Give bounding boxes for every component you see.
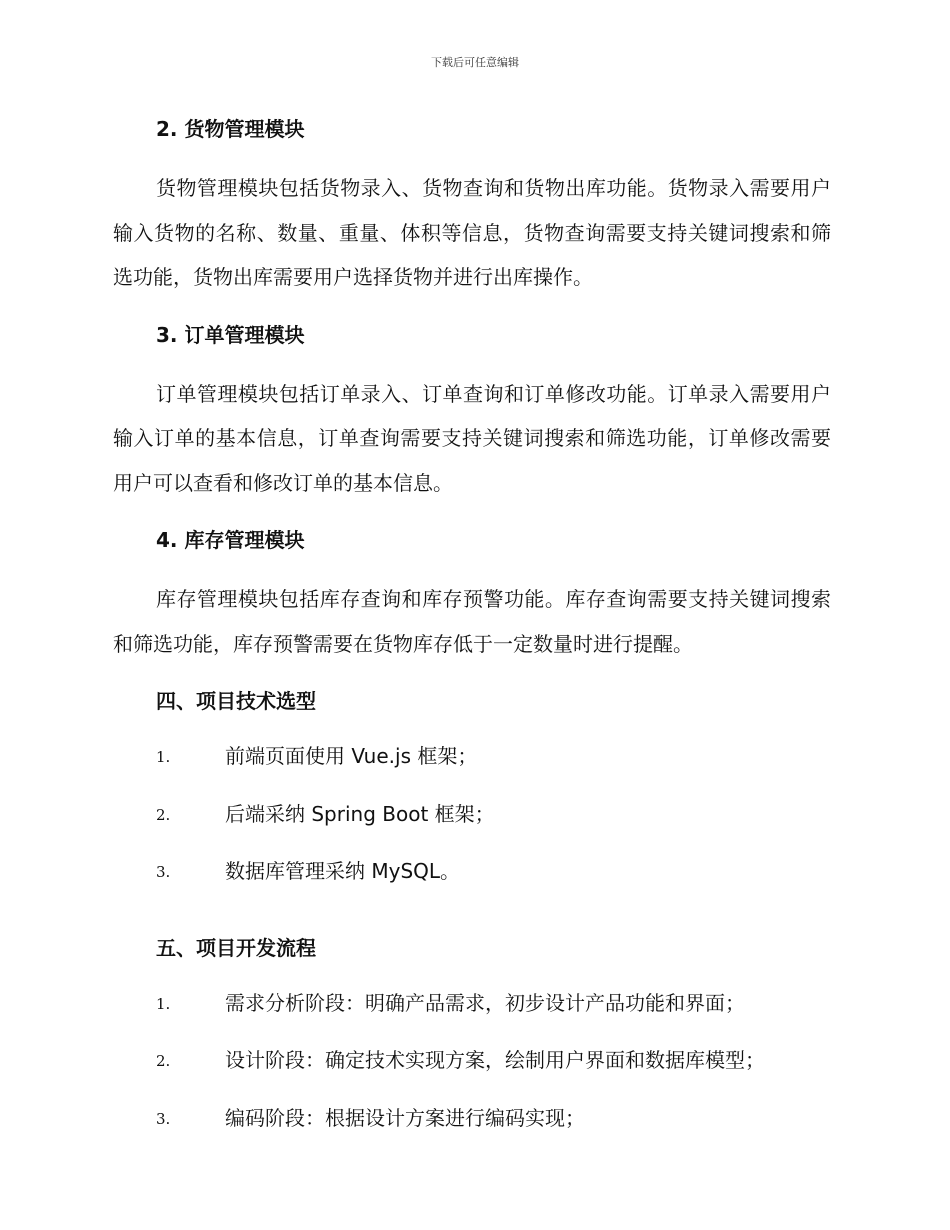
page-header-note: 下载后可任意编辑: [431, 56, 519, 69]
list-number: 3.: [156, 863, 171, 881]
section-heading-orders: 3. 订单管理模块: [156, 322, 305, 347]
list-text: 前端页面使用 Vue.js 框架；: [225, 744, 478, 768]
list-item: [113, 1042, 831, 1100]
list-text: 后端采纳 Spring Boot 框架；: [225, 801, 495, 826]
section-heading-process: 五、项目开发流程: [156, 935, 316, 960]
section-heading-goods: 2. 货物管理模块: [156, 117, 305, 141]
list-text: 需求分析阶段：明确产品需求，初步设计产品功能和界面；: [225, 990, 745, 1015]
list-text: 数据库管理采纳 MySQL。: [225, 859, 461, 883]
list-text: 设计阶段：确定技术实现方案，绘制用户界面和数据库模型；: [225, 1048, 765, 1072]
section-paragraph-orders: 订单管理模块包括订单录入、订单查询和订单修改功能。订单录入需要用户输入订单的基本信息，订单查询需要支持关键词搜索和筛选功能，订单修改需要用户可以查看和修改订单的基本信息。: [113, 381, 831, 495]
list-item: [113, 1100, 831, 1158]
list-number: 1.: [156, 748, 171, 766]
list-number: 2.: [156, 1052, 171, 1070]
section-heading-inventory: 4. 库存管理模块: [156, 528, 305, 552]
list-item: [113, 985, 831, 1043]
list-item: [113, 796, 831, 854]
list-text: 编码阶段：根据设计方案进行编码实现；: [225, 1105, 585, 1130]
list-item: [113, 738, 831, 796]
list-number: 3.: [156, 1109, 171, 1128]
process-list: [113, 985, 831, 1158]
section-paragraph-inventory: 库存管理模块包括库存查询和库存预警功能。库存查询需要支持关键词搜索和筛选功能，库存预警需要在货物库存低于一定数量时进行提醒。: [113, 587, 831, 656]
section-heading-tech: 四、项目技术选型: [156, 689, 316, 713]
section-paragraph-goods: 货物管理模块包括货物录入、货物查询和货物出库功能。货物录入需要用户输入货物的名称、数量、重量、体积等信息，货物查询需要支持关键词搜索和筛选功能，货物出库需要用户选择货物并进行出库操作。: [113, 176, 831, 289]
document-body: [113, 110, 831, 1175]
list-item: [113, 853, 831, 911]
tech-list: [113, 738, 831, 911]
list-number: 2.: [156, 805, 171, 824]
list-number: 1.: [156, 994, 171, 1013]
